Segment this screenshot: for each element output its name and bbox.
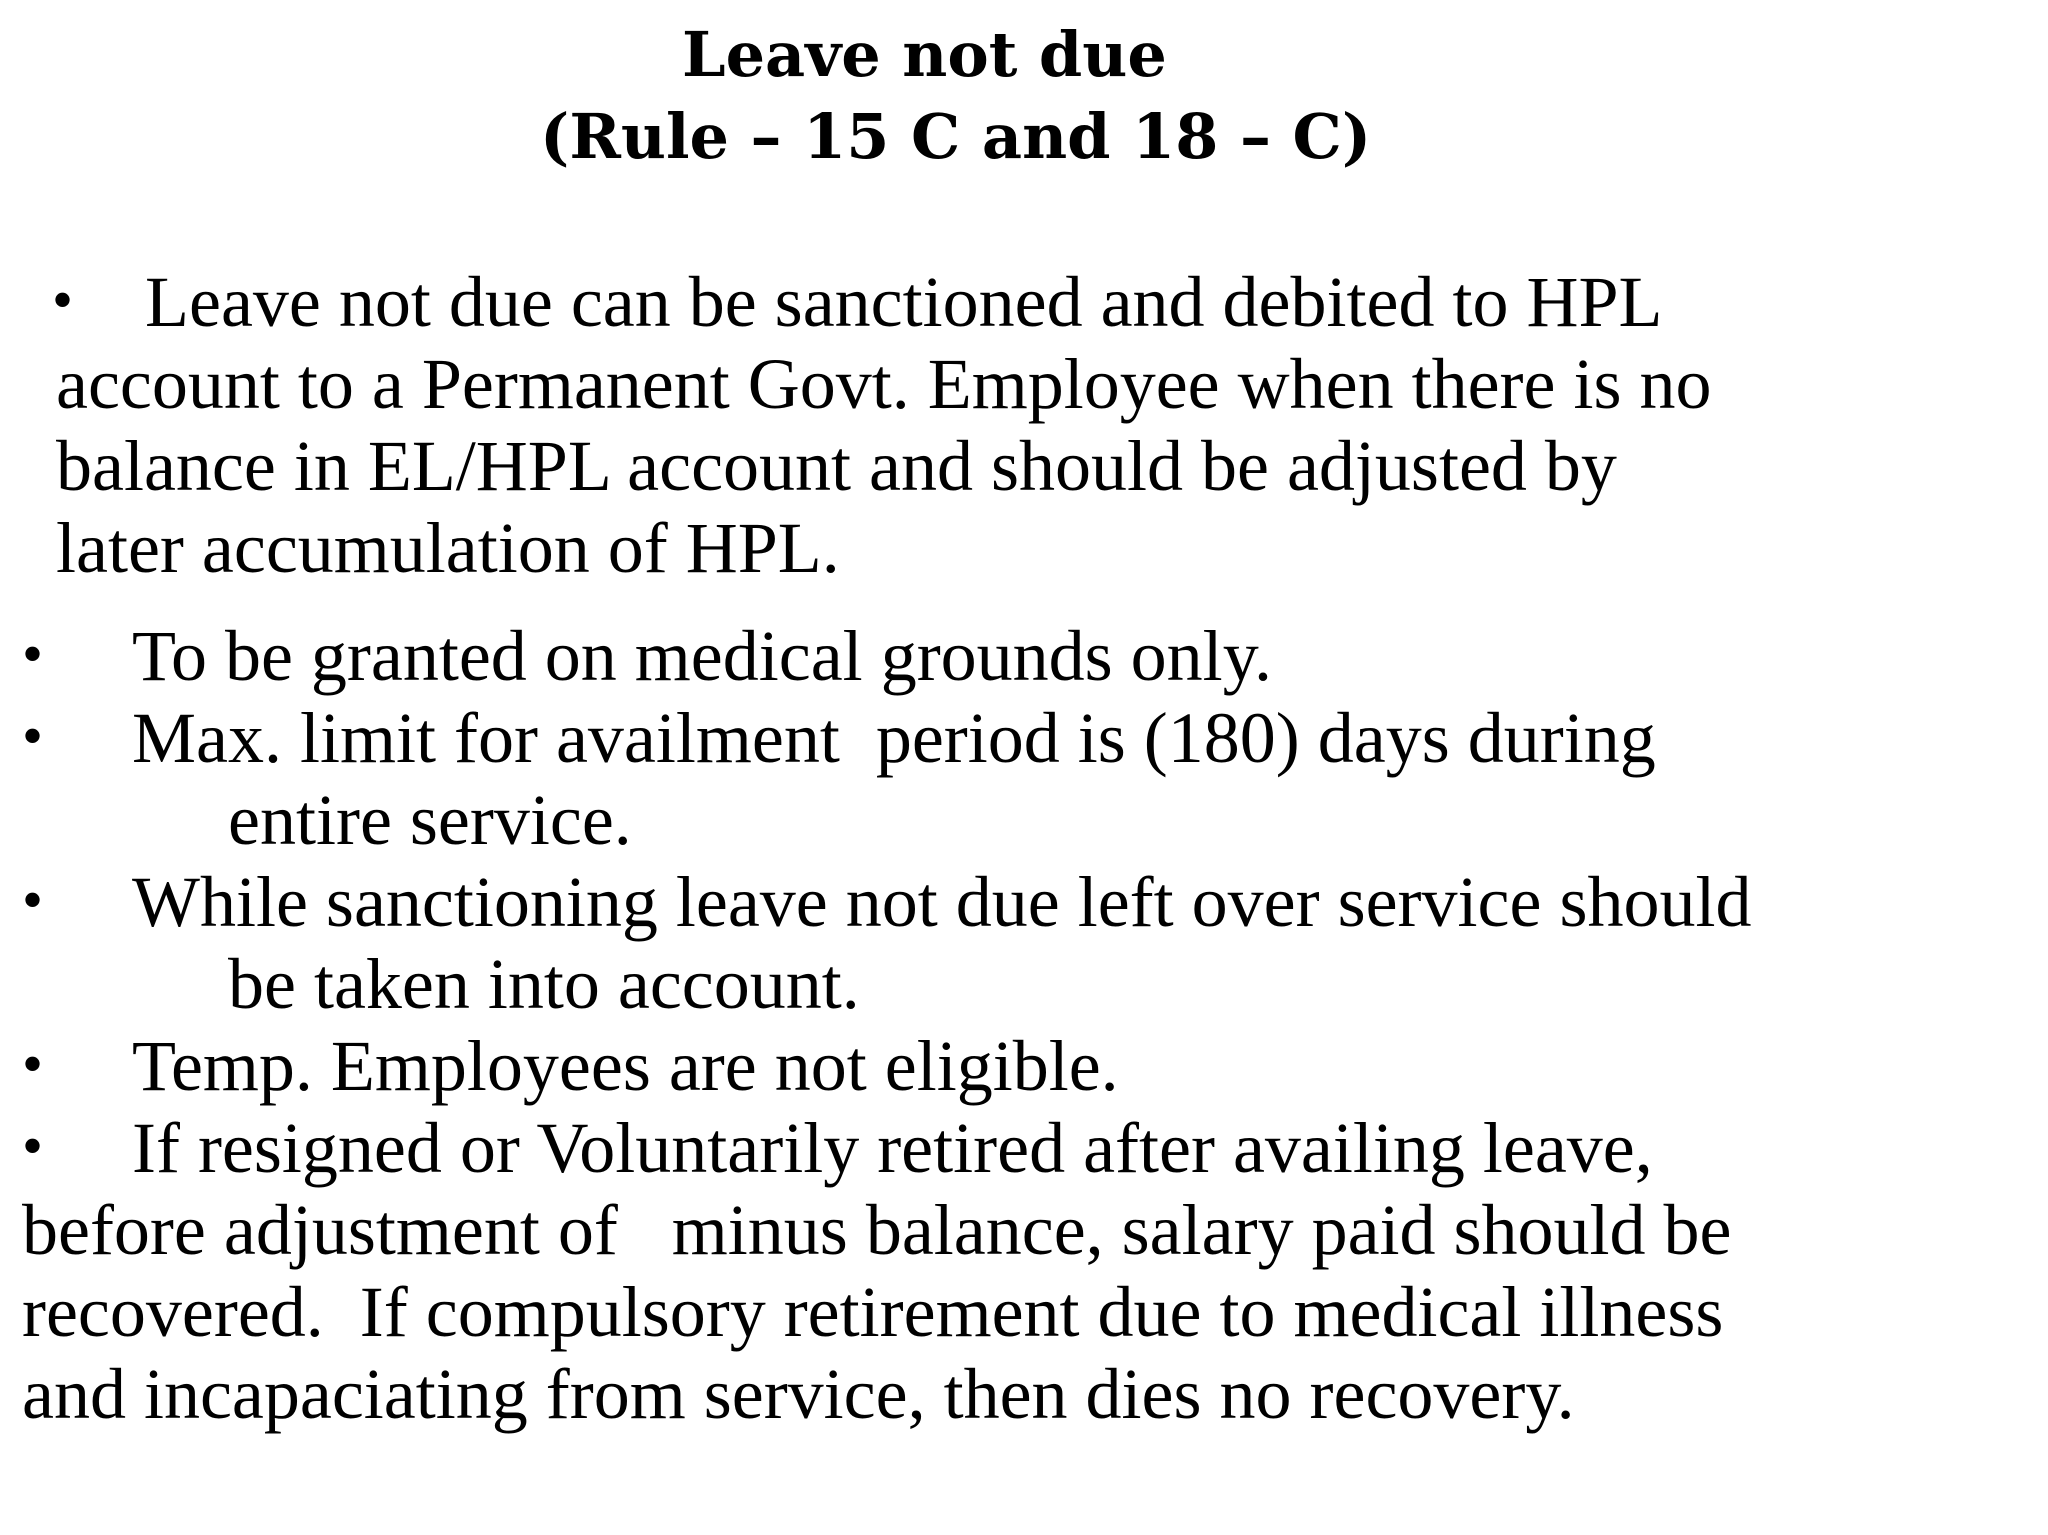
bullet-text-line: While sanctioning leave not due left over service should — [132, 862, 1752, 942]
bullet-marker: • — [22, 1031, 44, 1097]
bullet-text-line: recovered. If compulsory retirement due to medical illness — [22, 1272, 1724, 1352]
bullet-text-line: To be granted on medical grounds only. — [132, 616, 1273, 696]
bullet-text-line: If resigned or Voluntarily retired after availing leave, — [132, 1108, 1653, 1188]
bullet-marker: • — [52, 267, 74, 333]
bullet-marker: • — [22, 703, 44, 769]
bullet-text-line: Temp. Employees are not eligible. — [132, 1026, 1119, 1106]
bullet-text-line: Leave not due can be sanctioned and debited to HPL — [145, 262, 1663, 342]
bullet-text-line: account to a Permanent Govt. Employee when there is no — [56, 344, 1712, 424]
bullet-text-line: before adjustment of minus balance, salary paid should be — [22, 1190, 1732, 1270]
bullet-marker: • — [22, 1113, 44, 1179]
slide-title: Leave not due — [682, 18, 1167, 91]
slide-subtitle: (Rule – 15 C and 18 – C) — [540, 100, 1372, 173]
bullet-marker: • — [22, 621, 44, 687]
bullet-text-line: balance in EL/HPL account and should be adjusted by — [56, 426, 1617, 506]
bullet-text-line: Max. limit for availment period is (180) days during — [132, 698, 1656, 778]
bullet-text-line: be taken into account. — [228, 944, 860, 1024]
bullet-text-line: later accumulation of HPL. — [56, 508, 840, 588]
bullet-marker: • — [22, 867, 44, 933]
bullet-text-line: and incapaciating from service, then dies no recovery. — [22, 1354, 1575, 1434]
bullet-text-line: entire service. — [228, 780, 632, 860]
